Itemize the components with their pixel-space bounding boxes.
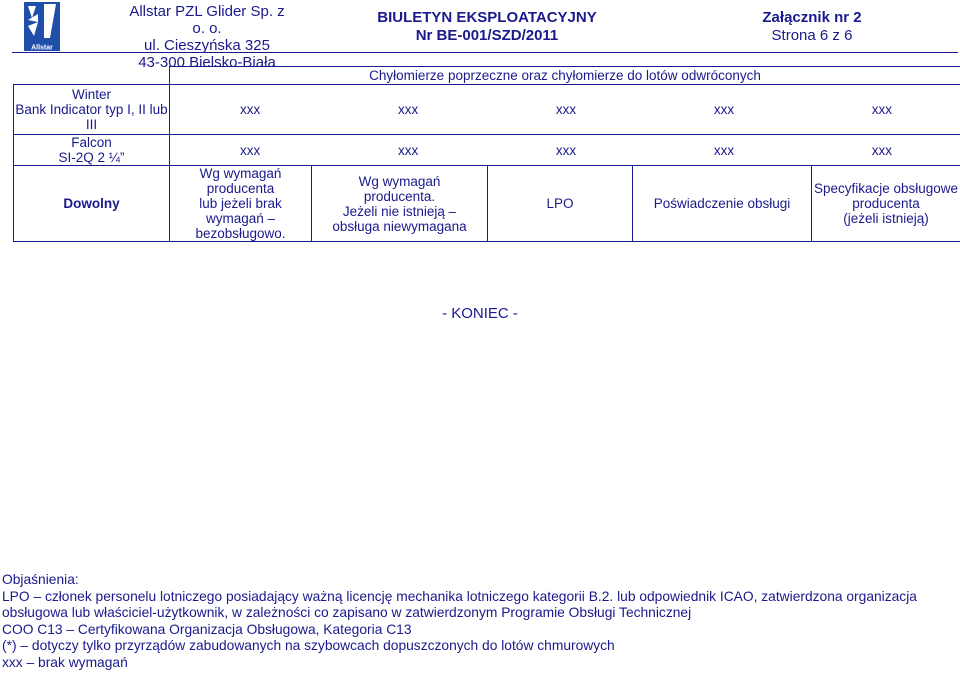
instrument-model-cell [14, 85, 170, 135]
no-requirement-mark: xxx [713, 102, 735, 117]
explanations [2, 572, 952, 672]
no-requirement-mark: xxx [713, 142, 735, 158]
model-brand: Winter [71, 87, 111, 102]
certificate-cell: Poświadczenie obsługi [633, 166, 812, 242]
no-requirement-mark: xxx [871, 102, 892, 117]
cell-text: lub jeżeli brak wymagań – [199, 196, 282, 226]
explanation-line: LPO – członek personelu lotniczego posiadający ważną licencję mechanika lotniczego kategorii B.2. lub odpowiednik ICAO, zatwierdzona organizacja [2, 588, 917, 604]
cell-text: Wg wymagań [358, 173, 441, 189]
cell-text: Wg wymagań producenta [199, 166, 282, 196]
model-brand: Falcon [71, 135, 112, 150]
instrument-model-cell [14, 135, 170, 166]
model-name: Bank Indicator typ I, II lub [15, 102, 168, 117]
allstar-logo [22, 0, 62, 52]
cell-text: producenta [852, 196, 920, 211]
requirements-table [13, 66, 960, 242]
maintenance-cell [312, 166, 488, 242]
no-requirement-mark: xxx [240, 102, 261, 117]
no-requirement-mark: xxx [871, 142, 892, 158]
bulletin-title: BIULETYN EKSPLOATACYJNY [377, 9, 597, 26]
attachment-title: Załącznik nr 2 [762, 9, 862, 26]
specification-cell [812, 166, 960, 242]
cell-text: (jeżeli istnieją) [843, 211, 929, 226]
explanations-title: Objaśnienia: [2, 572, 79, 587]
cell-text: producenta. [363, 188, 436, 204]
model-name: SI-2Q 2 ¼” [58, 150, 125, 165]
no-requirement-mark: xxx [555, 102, 577, 117]
cell-text: Jeżeli nie istnieją – [342, 203, 457, 219]
bulletin-number: Nr BE-001/SZD/2011 [415, 27, 559, 44]
explanation-line: (*) – dotyczy tylko przyrządów zabudowanych na szybowcach dopuszczonych do lotów chmurowych [2, 638, 615, 654]
company-address [122, 3, 292, 71]
cell-text: obsługa niewymagana [332, 218, 467, 234]
company-city: 43-300 Bielsko-Biała [138, 54, 276, 71]
document-header [12, 0, 958, 71]
table-row [14, 135, 960, 166]
authorization-cell: LPO [488, 166, 633, 242]
table-row [14, 166, 960, 242]
requirements-cell [170, 135, 960, 166]
table-corner [14, 67, 170, 85]
requirements-cell [170, 85, 960, 135]
cell-text: bezobsługowo. [195, 226, 286, 241]
no-requirement-mark: xxx [555, 142, 577, 158]
attachment-block [712, 9, 912, 45]
svg-text:Allstar: Allstar [31, 44, 53, 52]
table-row [14, 85, 960, 135]
explanation-line: xxx – brak wymagań [2, 654, 128, 670]
company-street: ul. Cieszyńska 325 [144, 37, 270, 54]
cell-text: Specyfikacje obsługowe [813, 181, 959, 196]
company-name: Allstar PZL Glider Sp. z o. o. [129, 3, 285, 37]
bulletin-block [372, 9, 602, 45]
no-requirement-mark: xxx [397, 102, 419, 117]
page-number: Strona 6 z 6 [771, 27, 853, 44]
no-requirement-mark: xxx [240, 142, 261, 158]
instrument-model-cell: Dowolny [14, 166, 170, 242]
maintenance-cell [170, 166, 312, 242]
end-marker: - KONIEC - [442, 305, 518, 322]
model-type: III [85, 117, 98, 132]
table-group-title: Chyłomierze poprzeczne oraz chyłomierze do lotów odwróconych [170, 67, 960, 85]
explanation-line: COO C13 – Certyfikowana Organizacja Obsługowa, Kategoria C13 [2, 621, 412, 637]
no-requirement-mark: xxx [397, 142, 419, 158]
explanation-line: obsługowa lub właściciel-użytkownik, w zależności co zapisano w zatwierdzonym Programie Obsługi Technicznej [2, 605, 692, 621]
